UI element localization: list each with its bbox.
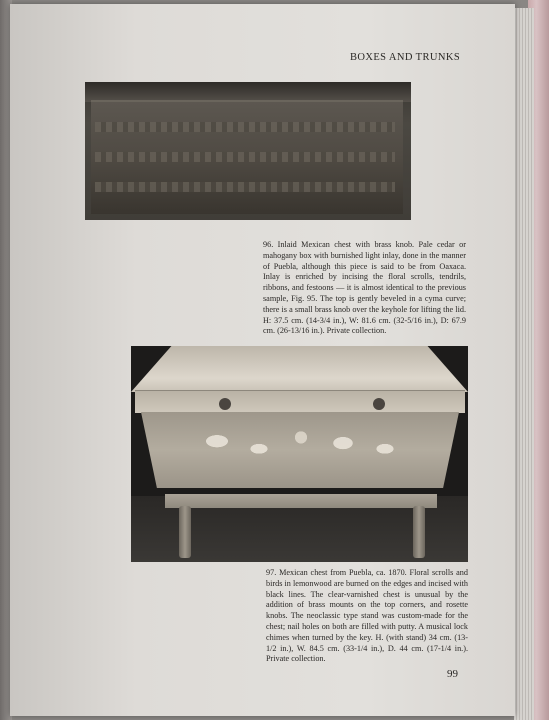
- chest-front-band: [135, 390, 465, 413]
- chest-stand: [165, 494, 437, 508]
- rosette-knob: [219, 398, 231, 410]
- chest-lid: [131, 346, 468, 392]
- inlay-band: [95, 182, 395, 192]
- inlay-band: [95, 152, 395, 162]
- photo-mexican-chest-puebla: [131, 346, 468, 562]
- running-head: BOXES AND TRUNKS: [350, 52, 461, 63]
- page-edges: [514, 8, 534, 720]
- page-number: 99: [447, 668, 458, 680]
- photo-inlaid-mexican-chest: [85, 82, 411, 220]
- rosette-knob: [373, 398, 385, 410]
- stand-leg: [179, 506, 191, 558]
- chest-lid: [85, 82, 411, 102]
- stand-leg: [413, 506, 425, 558]
- floral-scroll-inlay: [161, 426, 441, 464]
- figure-97-caption: 97. Mexican chest from Puebla, ca. 1870. Floral scrolls and birds in lemonwood are burned on the edges and incised with black lines. The clear-varnished chest is unusual by the addition of brass mounts on the top corners, and rosette knobs. The neoclassic type stand was custom-made for the chest; nail holes on both are filled with putty. A musical lock chimes when turned by the key. H. (with stand) 34 cm. (13-1/2 in.), W. 84.5 cm. (33-1/4 in.), D. 44 cm. (17-1/4 in.). Private collection.: [266, 568, 468, 664]
- figure-96-caption: 96. Inlaid Mexican chest with brass knob. Pale cedar or mahogany box with burnished light inlay, done in the manner of Puebla, although this piece is said to be from Oaxaca. Inlay is enriched by incising the floral scrolls, tendrils, ribbons, and festoons — it is almost identical to the previous sample, Fig. 95. The top is gently beveled in a cyma curve; there is a small brass knob over the keyhole for lifting the lid. H: 37.5 cm. (14-3/4 in.), W: 81.6 cm. (32-5/16 in.), D: 67.9 cm. (26-13/16 in.). Private collection.: [263, 240, 466, 336]
- inlay-band: [95, 122, 395, 132]
